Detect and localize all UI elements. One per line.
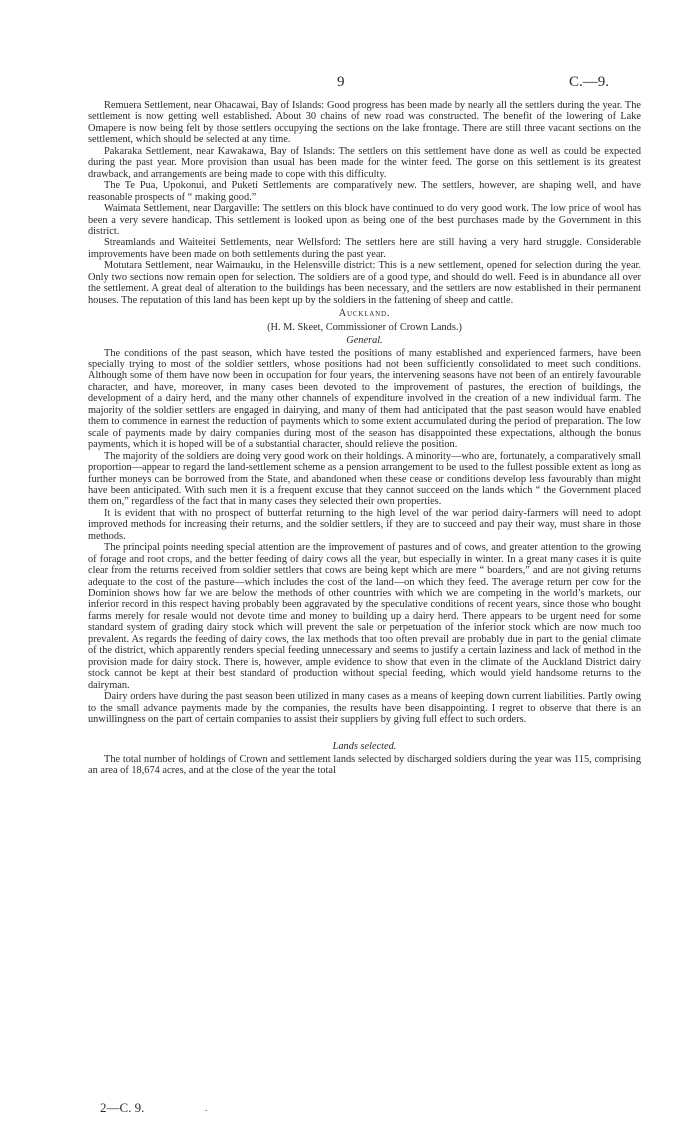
paragraph-conditions: The conditions of the past season, which have tested the positions of many established and experienced farmers, have been specially trying to most of the soldier settlers, whose positions had not been sufficiently consolidated to meet such conditions. Although some of them have now been in occupation for four years, the intervening seasons have not been of an entirely favourable character, and have, moreover, in many cases been devoted to the improvement of pastures, the erection of buildings, the development of a dairy herd, and the many other channels of expenditure involved in the creation of a new individual farm. The majority of the soldier settlers are engaged in dairying, and many of them had anticipated that the past season would have enabled them to commence in earnest the reduction of payments which to some extent accumulated during the period of preparation. The low scale of payments made by dairy companies during most of the season has disappointed these expectations, although the bonus payments, which it is hoped will be of a substantial character, should relieve the position. [88,347,641,451]
page-header [0,74,700,94]
subheading-lands-selected: Lands selected. [332,741,397,753]
paragraph-dairy-orders: Dairy orders have during the past season been utilized in many cases as a means of keeping down current liabilities. Partly owing to the small advance payments made by the companies, the results have been disappointing. I regret to observe that there is an unwillingness on the part of certain companies to assist their suppliers by giving full effect to such orders. [88,691,641,726]
paragraph-te-pua: The Te Pua, Upokonui, and Puketi Settlements are comparatively new. The settlers, however, are shaping well, and have reasonable prospects of “ making good.” [88,180,641,203]
commissioner-line: (H. M. Skeet, Commissioner of Crown Lands.) [267,321,462,333]
paragraph-pakaraka: Pakaraka Settlement, near Kawakawa, Bay of Islands: The settlers on this settlement have done as well as could be expected during the past year. More provision than usual has been made for the winter feed. The gorse on this settlement is its greatest drawback, and arrangements are being made to cope with this difficulty. [88,145,641,180]
section-gap [88,725,641,739]
footer-dot: . [205,1103,208,1113]
paragraph-majority: The majority of the soldiers are doing very good work on their holdings. A minority—who are, fortunately, a comparatively small proportion—appear to regard the land-settlement scheme as a pension arrangement to be used to the fullest possible extent as long as further moneys can be borrowed from the State, and abandoned when these cease or conditions develop less favourably than might have been anticipated. With such men it is a frequent excuse that they cannot succeed on the lands which “ the Government placed them on,” regardless of the fact that in many cases they selected their own properties. [88,450,641,508]
section-title-auckland: Auckland. [338,308,391,320]
signature-mark: 2—C. 9. [100,1100,145,1115]
paragraph-waimata: Waimata Settlement, near Dargaville: The settlers on this block have continued to do very good work. The low price of wool has been a very severe handicap. This settlement is looked upon as being one of the best purchases made by the Government in this district. [88,203,641,237]
paragraph-motutara: Motutara Settlement, near Waimauku, in the Helensville district: This is a new settlement, opened for selection during the year. Only two sections now remain open for selection. The soldiers are of a good type, and should do well. Feed is in abundance all over the settlement. A great deal of alteration to the buildings has been necessary, and the settlers are now established in their permanent houses. The reputation of this land has been kept up by the soldiers in the fattening of sheep and cattle. [88,260,641,306]
document-body [88,100,641,777]
document-reference: C.—9. [569,74,610,90]
page-number: 9 [337,74,345,90]
paragraph-streamlands: Streamlands and Waiteitei Settlements, near Wellsford: The settlers here are still having a very hard struggle. Considerable improvements have been made on both settlements during the past year. [88,237,641,260]
paragraph-principal-points: The principal points needing special attention are the improvement of pastures and of cows, and greater attention to the growing of forage and root crops, and the better feeding of dairy cows all the year, but especially in winter. In a great many cases it is quite clear from the returns received from soldier settlers that cows are being kept which are mere “ boarders,” and are not giving returns adequate to the cost of the pasture—which includes the cost of the land—on which they feed. The average return per cow for the Dominion shows how far we are below the methods of other countries with which we are competing in the world’s markets, our inferior record in this respect having probably been aggravated by the speculative conditions of recent years, since those who bought farms merely for resale would not devote time and money to building up a dairy herd. There appears to be urgent need for some standard system of grading dairy stock which will prevent the sale or perpetuation of the inferior stock which are now much too prevalent. As regards the feeding of dairy cows, the lax methods that too often prevail are probably due in part to the genial climate of the district, which apparently renders special feeding unnecessary and seems to justify a certain laziness and lack of method in the provision made for dairy stock. There is, however, ample evidence to show that even in the climate of the Auckland District dairy stock cannot be kept at their best standard of production without special feeding, which would yield handsome returns to the dairyman. [88,542,641,691]
paragraph-butterfat: It is evident that with no prospect of butterfat returning to the high level of the war period dairy-farmers will need to adopt improved methods for increasing their returns, and the soldier settlers, if they are to succeed and pay their way, must share in those methods. [88,507,641,542]
subheading-general: General. [346,335,383,347]
paragraph-lands-total: The total number of holdings of Crown and settlement lands selected by discharged soldiers during the year was 115, comprising an area of 18,674 acres, and at the close of the year the total [88,753,641,777]
paragraph-remuera: Remuera Settlement, near Ohacawai, Bay of Islands: Good progress has been made by nearly all the settlers during the year. The settlement is now getting well established. About 30 chains of new road was constructed. The benefit of the lowering of Lake Omapere is now being felt by those settlers occupying the sections on the lake frontage. There are still three vacant sections on the settlement, which should be selected at any time. [88,100,641,146]
